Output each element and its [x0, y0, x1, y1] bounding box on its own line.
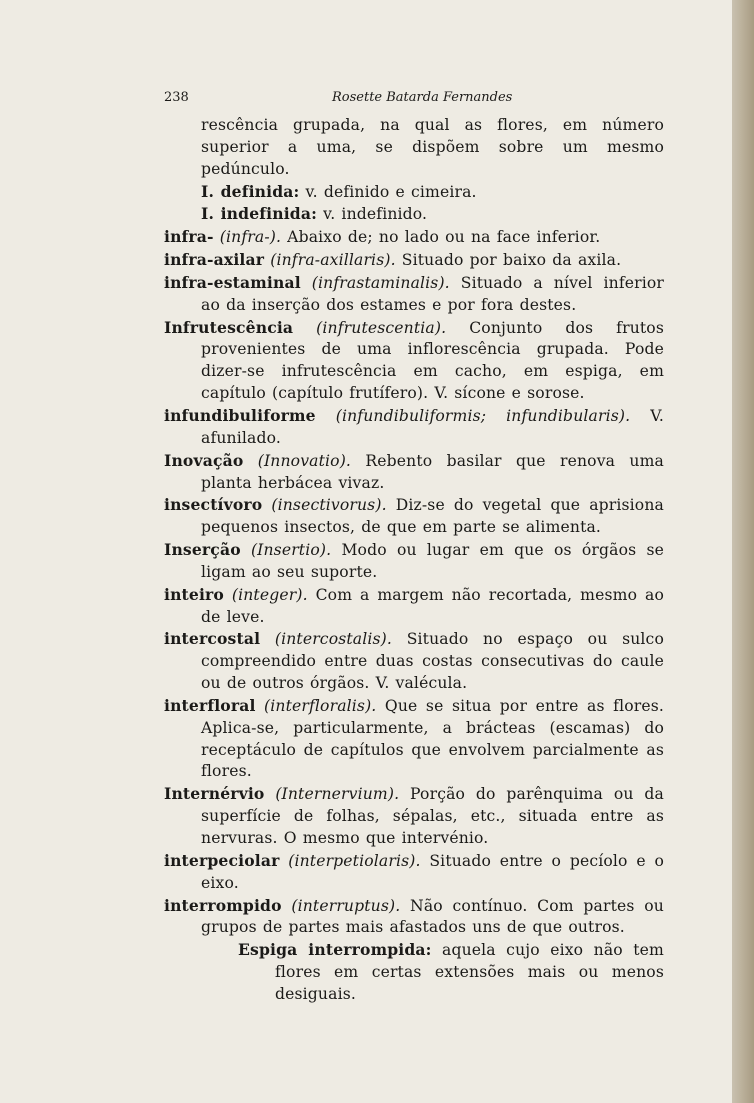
glossary-text	[164, 115, 664, 1006]
entry-definition: Situado entre o pecíolo e o eixo.	[201, 851, 664, 892]
entry-definition: Diz-se do vegetal que aprisiona pequenos insectos, de que em parte se alimenta.	[201, 496, 664, 537]
entry-infra	[164, 226, 664, 249]
entry-definition: Modo ou lugar em que os órgãos se ligam ao seu suporte.	[201, 541, 664, 581]
entry-insercao	[164, 539, 664, 584]
entry-internervio	[164, 783, 664, 850]
entry-term: interpeciolar	[164, 850, 280, 870]
entry-intercostal	[164, 628, 664, 695]
sub-entry-label: Espiga interrompida:	[238, 940, 432, 960]
entry-latin: (Innovatio).	[243, 451, 352, 470]
entry-inteiro	[164, 584, 664, 629]
sub-entry-indefinida	[164, 203, 664, 226]
sub-entry-label: I. definida:	[201, 181, 300, 201]
page-header	[164, 90, 684, 110]
entry-term: insectívoro	[164, 495, 263, 515]
sub-entry-text: aquela cujo eixo não tem flores em certas extensões mais ou menos desiguais.	[275, 941, 664, 1003]
entry-term: inteiro	[164, 584, 224, 604]
entry-latin: (integer).	[223, 585, 308, 604]
entry-definition: Que se situa por entre as flores. Aplica-se, particularmente, a brácteas (escamas) do receptáculo de capítulos que envolvem parcialmente as flores.	[201, 696, 664, 781]
page-edge	[732, 0, 754, 1103]
sub-entry-text: v. indefinido.	[317, 205, 428, 224]
sub-entry-label: I. indefinida:	[201, 204, 317, 224]
entry-latin: (infra-).	[213, 228, 282, 247]
entry-definition: Com a margem não recortada, mesmo ao de leve.	[201, 585, 664, 626]
entry-definition: Situado a nível inferior ao da inserção dos estames e por fora destes.	[201, 273, 665, 314]
entry-latin: (infra-axillaris).	[264, 251, 396, 270]
entry-term: infundibuliforme	[164, 405, 316, 425]
entry-insectivoro	[164, 494, 664, 539]
entry-latin: (infundibuliformis; infundibularis).	[315, 406, 631, 425]
entry-definition: Situado por baixo da axila.	[395, 251, 622, 270]
entry-definition: V. afunilado.	[201, 406, 664, 447]
entry-term: infra-estaminal	[164, 272, 301, 292]
entry-inovacao	[164, 450, 664, 495]
entry-interfloral	[164, 695, 664, 783]
entry-term: interrompido	[164, 895, 282, 915]
entry-interrompido	[164, 895, 664, 940]
entry-infra-estaminal	[164, 272, 664, 317]
entry-definition: Situado no espaço ou sulco compreendido entre duas costas consecutivas do caule ou de outros órgãos. V. valécula.	[201, 630, 664, 693]
entry-latin: (infrastaminalis).	[300, 273, 450, 292]
entry-term: Inovação	[164, 450, 244, 470]
continuation-paragraph	[164, 115, 664, 181]
entry-latin: (insectivorus).	[262, 496, 387, 515]
entry-latin: (intercostalis).	[260, 630, 393, 649]
running-head: Rosette Batarda Fernandes	[332, 90, 513, 105]
entry-interpeciolar	[164, 850, 664, 895]
sub-entry-definida	[164, 181, 664, 204]
entry-definition: Conjunto dos frutos provenientes de uma inflorescência grupada. Pode dizer-se infrutescência em cacho, em espiga, em capítulo (capítulo frutífero). V. sícone e sorose.	[201, 318, 664, 403]
entry-term: Internérvio	[164, 784, 265, 804]
entry-definition: Abaixo de; no lado ou na face inferior.	[281, 228, 601, 247]
entry-term: Inserção	[164, 540, 241, 560]
sub-entry-espiga-interrompida	[164, 939, 664, 1006]
continuation-text: rescência grupada, na qual as flores, em número superior a uma, se dispõem sobre um mesmo pedúnculo.	[201, 116, 664, 178]
entry-term: infra-axilar	[164, 250, 265, 270]
entry-term: intercostal	[164, 629, 261, 649]
entry-latin: (interpetiolaris).	[279, 851, 421, 870]
page-number: 238	[164, 90, 189, 105]
entry-definition: Rebento basilar que renova uma planta herbácea vivaz.	[201, 451, 664, 492]
entry-term: interfloral	[164, 695, 256, 715]
entry-infra-axilar	[164, 249, 664, 272]
entry-definition: Porção do parênquima ou da superfície de folhas, sépalas, etc., situada entre as nervuras. O mesmo que intervénio.	[201, 785, 664, 847]
entry-latin: (Insertio).	[240, 541, 332, 560]
entry-latin: (Internervium).	[264, 785, 400, 804]
entry-latin: (interruptus).	[281, 896, 401, 915]
entry-infundibuliforme	[164, 405, 664, 450]
entry-latin: (infrutescentia).	[293, 318, 447, 337]
entry-latin: (interfloralis).	[255, 696, 377, 715]
entry-term: Infrutescência	[164, 317, 294, 337]
entry-definition: Não contínuo. Com partes ou grupos de partes mais afastados uns de que outros.	[201, 896, 664, 937]
entry-infrutescencia	[164, 317, 664, 405]
entry-term: infra-	[164, 227, 214, 247]
sub-entry-text: v. definido e cimeira.	[299, 182, 477, 201]
